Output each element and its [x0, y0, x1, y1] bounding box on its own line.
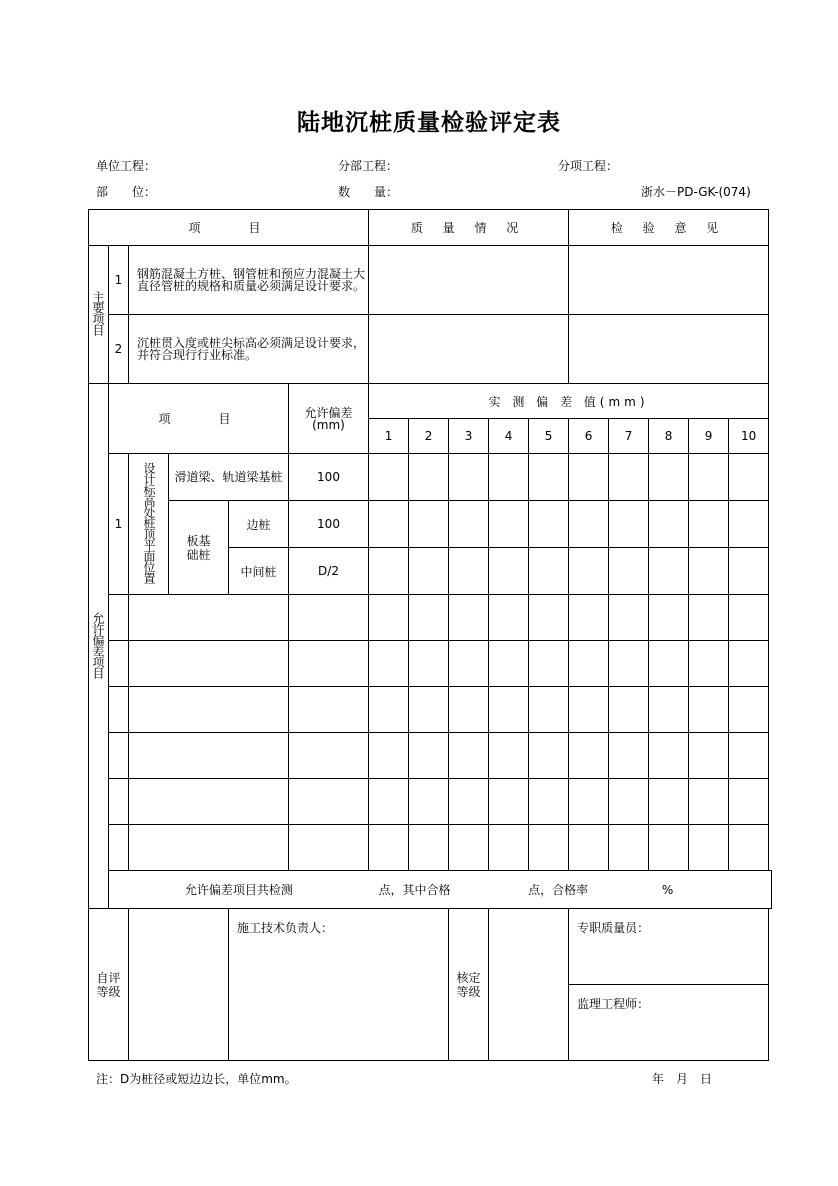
measure-col-2: 2 — [409, 419, 449, 454]
summary-percent: % — [661, 883, 674, 897]
main-item-text: 钢筋混凝土方桩、钢管桩和预应力混凝土大直径管桩的规格和质量必须满足设计要求。 — [129, 246, 369, 315]
footnote: 注：D为桩径或短边边长，单位mm。 — [96, 1072, 297, 1086]
self-grade-label: 自评等级 — [89, 909, 129, 1061]
date-label: 年 月 日 — [652, 1072, 713, 1086]
item-project-label: 分项工程： — [558, 159, 619, 173]
slab-label: 板基础桩 — [169, 501, 229, 595]
measure-col-6: 6 — [569, 419, 609, 454]
quality-cell — [369, 246, 569, 315]
self-grade-cell — [129, 909, 229, 1061]
summary-row — [109, 871, 772, 909]
item-header: 项 目 — [89, 210, 369, 246]
rail-beam-pile: 滑道梁、轨道梁基桩 — [169, 454, 289, 501]
measure-col-5: 5 — [529, 419, 569, 454]
verify-grade-cell — [489, 909, 569, 1061]
opinion-cell — [569, 315, 769, 384]
middle-pile: 中间桩 — [229, 548, 289, 595]
quality-header: 质 量 情 况 — [369, 210, 569, 246]
opinion-header: 检 验 意 见 — [569, 210, 769, 246]
main-item-no: 1 — [109, 246, 129, 315]
main-item-no: 2 — [109, 315, 129, 384]
measured-header: 实 测 偏 差 值(mm) — [369, 384, 769, 419]
supervisor-cell: 监理工程师： — [569, 985, 769, 1061]
allow-dev-header: 允许偏差(mm) — [289, 384, 369, 454]
measure-col-10: 10 — [729, 419, 769, 454]
tech-head-cell: 施工技术负责人： — [229, 909, 449, 1061]
measure-col-7: 7 — [609, 419, 649, 454]
unit-project-label: 单位工程： — [96, 159, 157, 173]
quality-cell — [369, 315, 569, 384]
main-items-label: 主要项目 — [89, 246, 109, 384]
summary-rate: 点，合格率 — [528, 883, 589, 897]
main-item-text: 沉桩贯入度或桩尖标高必须满足设计要求，并符合现行行业标准。 — [129, 315, 369, 384]
edge-pile: 边桩 — [229, 501, 289, 548]
opinion-cell — [569, 246, 769, 315]
edge-value: 100 — [289, 501, 369, 548]
measure-col-9: 9 — [689, 419, 729, 454]
allow-row-no: 1 — [109, 454, 129, 595]
measure-col-1: 1 — [369, 419, 409, 454]
middle-value: D/2 — [289, 548, 369, 595]
design-label: 设计标高处桩顶平面位置 — [129, 454, 169, 595]
sub-project-label: 分部工程： — [338, 159, 399, 173]
allow-items-label: 允许偏差项目 — [89, 384, 109, 909]
allow-item-header: 项 目 — [109, 384, 289, 454]
summary-total: 允许偏差项目共检测 — [184, 883, 293, 897]
quantity-label: 数 量： — [338, 185, 399, 199]
measure-col-3: 3 — [449, 419, 489, 454]
form-code: 浙水－PD-GK-(074) — [641, 185, 751, 199]
measure-col-4: 4 — [489, 419, 529, 454]
rail-value: 100 — [289, 454, 369, 501]
location-label: 部 位： — [96, 185, 157, 199]
quality-officer-cell: 专职质量员： — [569, 909, 769, 985]
measure-col-8: 8 — [649, 419, 689, 454]
verify-grade-label: 核定等级 — [449, 909, 489, 1061]
inspection-table — [88, 209, 772, 1061]
summary-pass: 点，其中合格 — [378, 883, 451, 897]
page-title: 陆地沉桩质量检验评定表 — [297, 110, 561, 136]
